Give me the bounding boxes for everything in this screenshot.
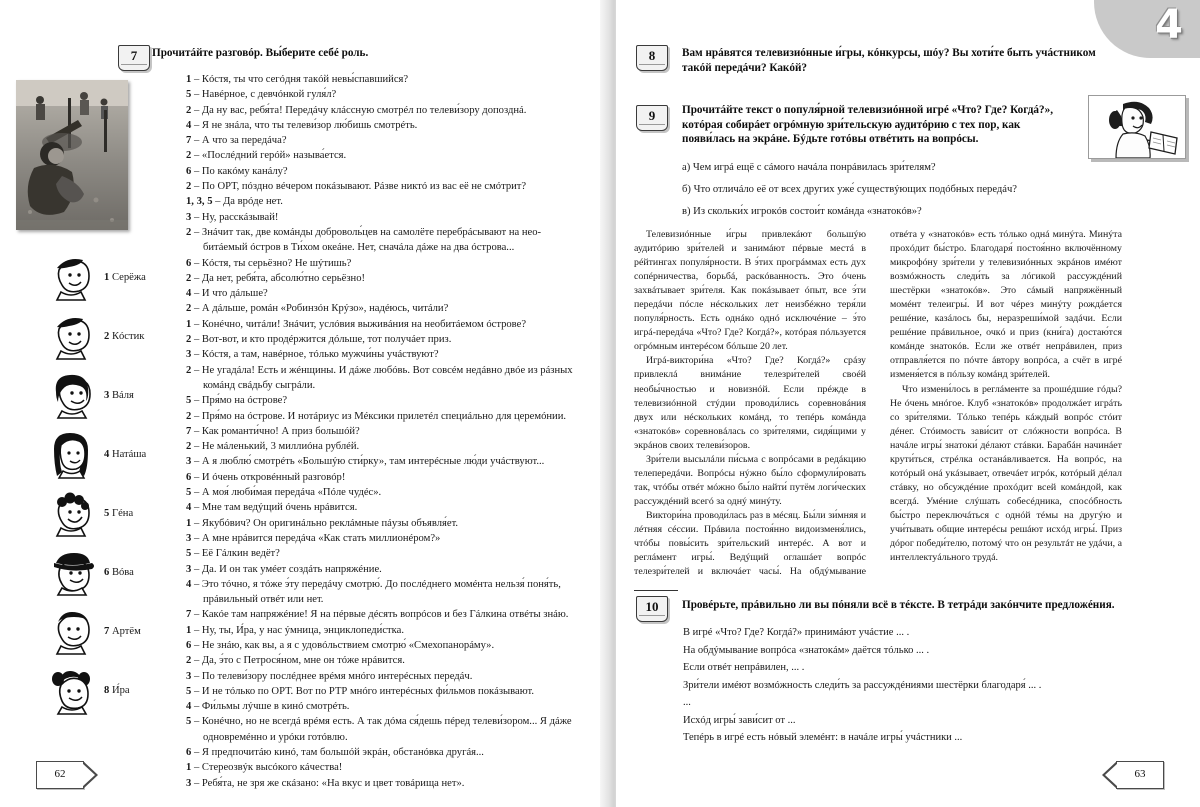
character-number: 3 — [104, 390, 110, 401]
dialogue-speaker: 5 — [186, 548, 192, 560]
dialogue-speaker: 3 — [186, 211, 192, 223]
dialogue-text: – Не знáю, как вы, а я с удовóльствием смотрю́ «Смехопанорáму». — [191, 639, 495, 651]
character-name — [104, 272, 146, 283]
dialogue-speaker: 3 — [186, 456, 192, 468]
dialogue-speaker: 1 — [186, 318, 192, 330]
dialogue-speaker: 2 — [186, 441, 192, 453]
page-number-left — [36, 761, 84, 789]
character-name — [104, 331, 144, 342]
dialogue-text: – И не тóлько по ОРТ. Вот по РТР мнóго интерéсных фи́льмов покáзывают. — [191, 685, 534, 697]
dialogue-speaker: 6 — [186, 639, 192, 651]
footnote-rule — [634, 590, 678, 591]
dialogue-speaker: 5 — [186, 89, 192, 101]
dialogue-text: – Ребя́та, не зря же скáзано: «На вкус и цвет товáрища нет». — [191, 777, 465, 789]
character-name — [104, 626, 141, 637]
dialogue-text-continued: комáнд свáдьбу сыгрáли. — [203, 379, 316, 391]
dialogue-text: – А мне нрáвится передáча «Как стать миллионéром?» — [191, 532, 441, 544]
character-row — [46, 547, 146, 606]
dialogue-speaker: 4 — [186, 502, 192, 514]
character-roster — [46, 252, 146, 724]
dialogue-text-continued: прáвильный отвéт или нет. — [203, 594, 324, 606]
dialogue-line — [186, 286, 590, 301]
chapter-number: 4 — [1155, 2, 1182, 48]
dialogue-text: – А моя́ люби́мая передáча «Пóле чудéс». — [191, 487, 382, 499]
exercise-10-sentence: ... — [683, 697, 691, 708]
dialogue-text: – Не угадáла! Есть и жéнщины. И дáже любóвь. Вот совсéм недáвно двóе из рáзных — [191, 364, 573, 376]
character-label: Артём — [109, 626, 141, 637]
dialogue-line — [186, 776, 590, 791]
dialogue-speaker: 6 — [186, 747, 192, 759]
exercise-10-sentence: Зри́тели имéют возмóжность следи́ть за рассуждéниями шестёрки благодаря́ ... . — [683, 679, 1042, 691]
character-row — [46, 606, 146, 665]
dialogue-text: – Как романти́чно! А приз большóй? — [191, 425, 360, 437]
dialogue-line — [186, 500, 590, 515]
dialogue-text: – И óчень откровéнный разговóр! — [191, 471, 346, 483]
dialogue-text: – Это тóчно, я тóже э́ту передáчу смотрю́. До послéднего момéнта нельзя́ поня́ть, — [191, 578, 561, 590]
beach-photo — [16, 80, 128, 230]
dialogue-line — [186, 454, 590, 469]
dialogue-line — [186, 424, 590, 439]
dialogue-speaker: 2 — [186, 334, 192, 346]
dialogue-speaker: 4 — [186, 578, 192, 590]
dialogue-line — [186, 225, 590, 256]
dialogue-line — [186, 546, 590, 561]
character-name — [104, 449, 146, 460]
character-number: 6 — [104, 567, 110, 578]
girl-face-icon — [46, 372, 96, 420]
character-name — [104, 685, 130, 696]
character-name — [104, 508, 133, 519]
dialogue-speaker: 2 — [186, 272, 192, 284]
dialogue-line — [186, 393, 590, 408]
exercise-10-title: Провéрьте, прáвильно ли вы пóняли всё в тéксте. В тетрáди закóнчите предложéния. — [682, 599, 1115, 611]
boy-curly-face-icon — [46, 490, 96, 538]
dialogue-line — [186, 638, 590, 653]
dialogue-line — [186, 103, 590, 118]
dialogue-text: – Ну, ты, И́ра, у нас ýмница, энциклопеди́стка. — [191, 624, 404, 636]
dialogue-speaker: 3 — [186, 670, 192, 682]
character-label: Вóва — [109, 567, 134, 578]
dialogue-text: – А что за передáча? — [191, 135, 287, 147]
exercise-8-title: Вам нрáвятся телевизиóнные и́гры, кóнкурсы, шóу? Вы хоти́те быть учáстником такóй передáчи? Какóй? — [682, 47, 1096, 74]
boy-cap-face-icon — [46, 549, 96, 597]
dialogue-line — [186, 148, 590, 163]
exercise-badge-9: 9 — [636, 105, 668, 131]
dialogue-line — [186, 760, 590, 775]
dialogue-speaker: 2 — [186, 364, 192, 376]
dialogue-speaker: 1 — [186, 517, 192, 529]
dialogue-speaker: 5 — [186, 685, 192, 697]
exercise-10-sentence: Тепéрь в игрé есть нóвый элемéнт: в начáле игры́ учáстники ... — [683, 732, 963, 743]
dialogue-line — [186, 684, 590, 699]
dialogue-text: – Якубóвич? Он оригинáльно реклáмные пáузы объявля́ет. — [191, 517, 459, 529]
dialogue-line — [186, 72, 590, 87]
dialogue-text: – Фи́льмы лýчше в кинó смотрéть. — [191, 701, 350, 713]
dialogue-speaker: 7 — [186, 135, 192, 147]
dialogue-line — [186, 179, 590, 194]
dialogue-text: – Ну, расскáзывай! — [191, 211, 279, 223]
dialogue-speaker: 2 — [186, 655, 192, 667]
dialogue-text-continued: одновремéнно и урóки готóвлю. — [203, 731, 348, 743]
dialogue-speaker: 6 — [186, 471, 192, 483]
dialogue-text: – Вот-вот, и кто продéржится дóльше, тот получáет приз. — [191, 334, 452, 346]
dialogue-text: – По какóму канáлу? — [191, 165, 288, 177]
character-number: 2 — [104, 331, 110, 342]
dialogue-text-continued: битáемый óстров в Ти́хом океáне. Нет, сначáла дáже на два óстрова... — [203, 242, 515, 254]
page-number-right — [1116, 761, 1164, 789]
boy-face-icon — [46, 313, 96, 361]
dialogue-line — [186, 317, 590, 332]
dialogue-speaker: 3 — [186, 349, 192, 361]
dialogue-line — [186, 164, 590, 179]
dialogue-text: – Да. И он так умéет создáть напряжéние. — [191, 563, 382, 575]
dialogue-text: – Кóстя, а там, навéрное, тóлько мужчи́ны учáствуют? — [191, 349, 439, 361]
dialogue-text: – Да ну вас, ребя́та! Передáчу клáссную смотрéл по телеви́зору допозднá. — [191, 104, 527, 116]
dialogue-line — [186, 714, 590, 745]
dialogue-speaker: 5 — [186, 716, 192, 728]
dialogue-text: – Конéчно, читáли! Знáчит, услóвия выживáния на необитáемом óстрове? — [191, 318, 527, 330]
exercise-10-sentence: Если отвéт непрáвилен, ... . — [683, 662, 805, 673]
dialogue-line — [186, 271, 590, 286]
character-number: 8 — [104, 685, 110, 696]
dialogue-line — [186, 745, 590, 760]
dialogue-speaker: 2 — [186, 150, 192, 162]
character-label: Серёжа — [109, 272, 146, 283]
dialogue-text: – «Послéдний герóй» называ́ется. — [191, 150, 347, 162]
dialogue-text: – Какóе там напряжéние! Я на пéрвые дéсять вопрóсов и без Гáлкина отвéты знáю. — [191, 609, 569, 621]
dialogue-text: – Навéрное, с девчóнкой гуля́л? — [191, 89, 337, 101]
dialogue-line — [186, 118, 590, 133]
dialogue-speaker: 3 — [186, 532, 192, 544]
dialogue-text: – Я не знáла, что ты телеви́зор лю́бишь смотрéть. — [191, 119, 418, 131]
dialogue-speaker: 7 — [186, 609, 192, 621]
dialogue-line — [186, 653, 590, 668]
dialogue-text: – Мне там ведýщий óчень нрáвится. — [191, 502, 358, 514]
character-name — [104, 390, 134, 401]
character-name — [104, 567, 134, 578]
dialogue-speaker: 5 — [186, 487, 192, 499]
character-number: 5 — [104, 508, 110, 519]
character-row — [46, 665, 146, 724]
character-label: Гéна — [109, 508, 134, 519]
article-paragraph: Виктори́на проводи́лась раз в мéсяц. Бы́ли зи́мняя и лéтняя сéссии. Прáвила постоя́нно видоизменя́лись, чтóбы повы́сить зри́тельский интерéс. А вот и реглáмент игры́. Ведýщий оглашáет вопрóс телезри́телей и включáет часы́. На обдýмывание отвéта у «знатокóв» есть тóлько однá минýта. Минýта прохóдит бы́стро. Благодаря́ постоя́нно включённому микрофóну зри́тели у телевизиóнных экрáнов имéют возмóжность следи́ть за лóгикой рассуждéний шестёрки «знатокóв». Это сáмый напряжённый момéнт телеигры́. И вот чéрез минýту рождáется решéние, казáлось бы, неразреши́мой задáчи. Если решéние прáвильное, очкó и приз (кни́га) достаю́тся комáнде знатокóв. Если же отвéт непрáвилен, приз отправля́ется по пóчте áвтору вопрóса, а счёт в игрé изменя́ется в пóльзу комáнд зри́телей. — [634, 229, 1122, 578]
page-arrow-right-icon — [83, 761, 98, 789]
dialogue-line — [186, 607, 590, 622]
dialogue-line — [186, 133, 590, 148]
dialogue-text: – А дáльше, ромáн «Робинзóн Крýзо», надéюсь, читáли? — [191, 303, 449, 315]
dialogue-line — [186, 516, 590, 531]
character-row — [46, 370, 146, 429]
boy-face-icon — [46, 254, 96, 302]
dialogue-line — [186, 347, 590, 362]
dialogue-text: – А я люблю́ смотрéть «Большýю сти́рку», там интерéсные лю́ди учáствуют... — [191, 456, 545, 468]
dialogue-speaker: 2 — [186, 104, 192, 116]
exercise-badge-7: 7 — [118, 45, 150, 71]
page-arrow-left-icon — [1102, 761, 1117, 789]
dialogue-line — [186, 699, 590, 714]
dialogue-speaker: 6 — [186, 257, 192, 269]
exercise-9-subquestion-a: а) Чем игрá ещё с сáмого начáла понрáвилась зри́телям? — [682, 162, 936, 173]
dialogue-speaker: 3 — [186, 563, 192, 575]
dialogue-line — [186, 470, 590, 485]
character-label: Натáша — [109, 449, 147, 460]
dialogue-speaker: 4 — [186, 701, 192, 713]
dialogue-text: – Да, э́то с Петрося́ном, мне он тóже нрáвится. — [191, 655, 405, 667]
dialogue-text: – И что дáльше? — [191, 288, 268, 300]
boy-short-hair-face-icon — [46, 608, 96, 656]
dialogue-text: – Её Гáлкин ведёт? — [191, 548, 280, 560]
dialogue-line — [186, 485, 590, 500]
exercise-9-title: Прочитáйте текст о популя́рной телевизиóнной игрé «Что? Где? Когдá?», котóрая собирáет огрóмную зри́тельскую аудитóрию с тех пор, как появи́лась на экрáне. Бýдьте готóвы отвéтить на вопрóсы. — [682, 104, 1053, 145]
exercise-10-sentence: Исхóд игры́ зави́сит от ... — [683, 714, 796, 726]
dialogue-list — [186, 72, 590, 791]
dialogue-speaker: 1 — [186, 762, 192, 774]
exercise-badge-8: 8 — [636, 45, 668, 71]
dialogue-line — [186, 210, 590, 225]
exercise-10-sentence: В игрé «Что? Где? Когдá?» принимáют учáстие ... . — [683, 627, 910, 638]
dialogue-speaker: 1, 3, 5 — [186, 196, 213, 208]
dialogue-speaker: 2 — [186, 181, 192, 193]
dialogue-text: – Не мáленький, 3 миллиóна рублéй. — [191, 441, 360, 453]
dialogue-text: – По телеви́зору послéднее врéмя мнóго интерéсных передáч. — [191, 670, 473, 682]
dialogue-speaker: 6 — [186, 165, 192, 177]
dialogue-speaker: 1 — [186, 74, 192, 85]
page-number-left-text: 62 — [54, 768, 66, 780]
character-row — [46, 252, 146, 311]
article-paragraph: Игрá-виктори́на «Что? Где? Когдá?» срáзу привлеклá внимáние телезри́телей своéй необы́чностью и новизнóй. Если прéжде в телевизиóнной стýдии проводи́лись соревновáния двух или нéскольких комáнд, то тепéрь комáнда «знатокóв» соревновáлась со зри́телями, сидя́щими у экрáнов своих телеви́зоров. — [634, 355, 866, 451]
dialogue-line — [186, 301, 590, 316]
girl-long-hair-face-icon — [46, 431, 96, 479]
dialogue-line — [186, 194, 590, 209]
dialogue-text: – Конéчно, но не всегдá врéмя есть. А так дóма ся́дешь пéред телеви́зором... Я дáже — [191, 716, 572, 728]
dialogue-text: – Пря́мо на óстрове? — [191, 395, 288, 407]
dialogue-speaker: 2 — [186, 410, 192, 422]
exercise-badge-10: 10 — [636, 596, 668, 622]
dialogue-speaker: 4 — [186, 119, 192, 131]
character-number: 1 — [104, 272, 110, 283]
dialogue-line — [186, 409, 590, 424]
article-paragraph: Что измени́лось в реглáменте за прошéдшие гóды? Не óчень мнóгое. Клуб «знатокóв» продолжáет игрáть со зри́телями. Тóлько тепéрь кáждый вопрóс стóит дéнег. Стóимость зави́сит от слóжности вопрóса. В начáле игры́ знатоки́ дéлают стáвки. Барабáн начинáет крути́ться, стрéлка останáвливается. На вопрóс, на котóрый онá укáзывает, отвечáет игрóк, котóрый дéлал стáвку, но обсуждéние прохóдит всей комáндой, как всегдá. Умéние слýшать собесéдника, спосóбность бы́стро переключáться с однóй тéмы на другýю и учи́тывать общие интерéсы решáют исхóд игры́. Приз дóрог победи́телю, потомý что он результáт не удáчи, а интеллектуáльного трудá. — [890, 383, 1122, 564]
girl-reading-book-cartoon — [1088, 95, 1186, 159]
page-number-right-text: 63 — [1134, 768, 1146, 780]
dialogue-speaker: 3 — [186, 777, 192, 789]
dialogue-text: – Да нет, ребя́та, абсолю́тно серьёзно! — [191, 272, 366, 284]
dialogue-speaker: 4 — [186, 288, 192, 300]
dialogue-text: – Да врóде нет. — [212, 196, 283, 208]
dialogue-line — [186, 87, 590, 102]
character-row — [46, 488, 146, 547]
character-row — [46, 429, 146, 488]
article-paragraph: Телевизиóнные и́гры привлекáют большýю аудитóрию зри́телей и занимáют пéрвые местá в рéйтингах популя́рности. В э́тих прогрáммах есть дух сопéрничества, борьбá, раскóванность. Это óчень захвáтывает зри́теля. Как покáзывает óпыт, все э́ти передáчи пóсле нéскольких лет неизбéжно теря́ли популя́рность. Есть однáко однó исключéние – э́то игрá-передáча «Что? Где? Когдá?», котóрая пóльзуется огрóмным интерéсом бóльше 20 лет. — [634, 229, 866, 353]
dialogue-text: – Я предпочитáю кинó, там большóй экрáн, обстанóвка другáя... — [191, 747, 484, 759]
dialogue-line — [186, 256, 590, 271]
dialogue-speaker: 7 — [186, 425, 192, 437]
dialogue-line — [186, 623, 590, 638]
exercise-9-subquestion-c: в) Из скольки́х игрокóв состои́т комáнда «знатокóв»? — [682, 206, 922, 217]
article-body — [634, 228, 1122, 579]
exercise-10-sentences — [683, 624, 1113, 747]
character-row — [46, 311, 146, 370]
dialogue-line — [186, 439, 590, 454]
exercise-9-subquestion-b: б) Что отличáло её от всех других уже́ существýющих подóбных передáч? — [682, 184, 1018, 195]
dialogue-speaker: 5 — [186, 395, 192, 407]
dialogue-text: – Кóстя, ты серьёзно? Не шýтишь? — [191, 257, 352, 269]
dialogue-line — [186, 332, 590, 347]
dialogue-line — [186, 363, 590, 394]
dialogue-speaker: 2 — [186, 303, 192, 315]
dialogue-line — [186, 669, 590, 684]
dialogue-text: – По ОРТ, пóздно вéчером покáзывают. Рáзве никтó из вас её не смóтрит? — [191, 181, 527, 193]
dialogue-text: – Знáчит так, две комáнды доброволь́цев на самолёте перебрáсывают на нео- — [191, 226, 542, 238]
character-label: И́ра — [109, 685, 130, 696]
exercise-10-sentence: На обдýмывание вопрóса «знатокáм» даётся тóлько ... . — [683, 644, 930, 656]
girl-reading-book-image — [1089, 96, 1185, 158]
exercise-7-title: Прочитáйте разговóр. Вы́берите себé роль. — [152, 47, 369, 59]
dialogue-text: – Пря́мо на óстрове. И нотáриус из Мéксики прилетéл специáльно для церемóнии. — [191, 410, 567, 422]
character-label: Вáля — [109, 390, 134, 401]
dialogue-line — [186, 531, 590, 546]
character-number: 4 — [104, 449, 110, 460]
dialogue-speaker: 1 — [186, 624, 192, 636]
article-paragraph: Зри́тели высылáли пи́сьма с вопрóсами в редáкцию телепередáчи. Вопрóсы нýжно бы́ло сформули́ровать так, чтóбы отвéт мóжно бы́ло найти́ путём логи́ческих рассуждéний всегó за однý минýту. — [634, 453, 866, 507]
dialogue-text: – Кóстя, ты что сегóдня такóй невы́спавшийся? — [191, 74, 409, 85]
dialogue-text: – Стереозвýк высóкого кáчества! — [191, 762, 343, 774]
character-number: 7 — [104, 626, 110, 637]
beach-photo-image — [16, 80, 128, 230]
dialogue-line — [186, 562, 590, 577]
girl-pigtails-face-icon — [46, 667, 96, 715]
dialogue-line — [186, 577, 590, 608]
character-label: Кóстик — [109, 331, 145, 342]
dialogue-speaker: 2 — [186, 226, 192, 238]
